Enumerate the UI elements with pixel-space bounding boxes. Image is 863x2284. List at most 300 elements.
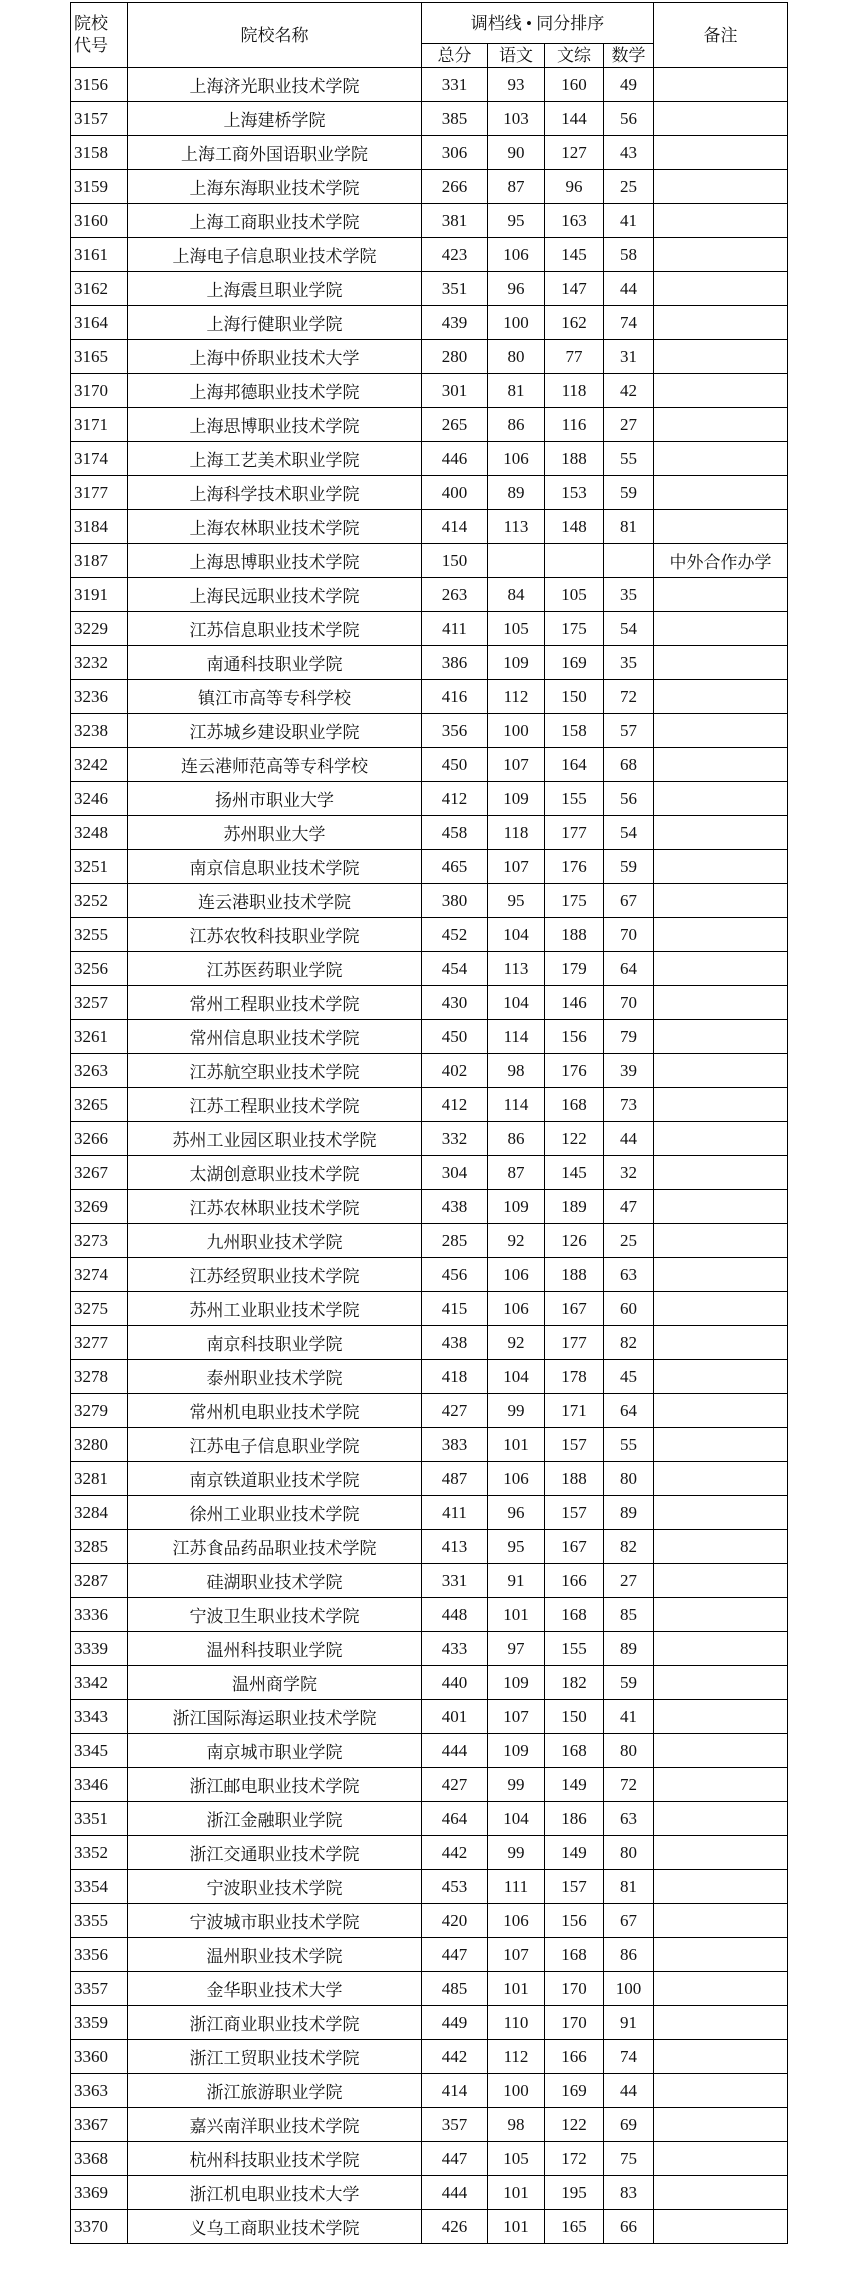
table-row: [71, 1632, 788, 1666]
chinese-score-cell: 104: [488, 986, 545, 1020]
school-name-cell: 嘉兴南洋职业技术学院: [128, 2108, 422, 2142]
total-score-cell: 414: [422, 510, 488, 544]
chinese-score-cell: 103: [488, 102, 545, 136]
chinese-score-cell: 80: [488, 340, 545, 374]
math-score-cell: 72: [604, 680, 654, 714]
math-score-cell: 56: [604, 102, 654, 136]
table-row: [71, 578, 788, 612]
remark-cell: [654, 2176, 788, 2210]
table-row: [71, 2108, 788, 2142]
math-score-cell: 54: [604, 816, 654, 850]
table-row: [71, 1870, 788, 1904]
table-row: [71, 1972, 788, 2006]
math-score-cell: 32: [604, 1156, 654, 1190]
remark-cell: [654, 1292, 788, 1326]
chinese-score-cell: 109: [488, 1734, 545, 1768]
remark-cell: [654, 204, 788, 238]
liberal-arts-score-cell: 96: [545, 170, 604, 204]
header-total: 总分: [422, 44, 488, 68]
chinese-score-cell: [488, 544, 545, 578]
school-code-cell: 3265: [71, 1088, 128, 1122]
total-score-cell: 413: [422, 1530, 488, 1564]
table-row: [71, 2040, 788, 2074]
table-row: [71, 1904, 788, 1938]
school-name-cell: 上海科学技术职业学院: [128, 476, 422, 510]
chinese-score-cell: 89: [488, 476, 545, 510]
remark-cell: [654, 1904, 788, 1938]
liberal-arts-score-cell: 195: [545, 2176, 604, 2210]
school-name-cell: 上海东海职业技术学院: [128, 170, 422, 204]
total-score-cell: 438: [422, 1190, 488, 1224]
total-score-cell: 440: [422, 1666, 488, 1700]
chinese-score-cell: 105: [488, 2142, 545, 2176]
math-score-cell: 70: [604, 918, 654, 952]
school-name-cell: 常州工程职业技术学院: [128, 986, 422, 1020]
liberal-arts-score-cell: 157: [545, 1496, 604, 1530]
header-liberal-arts: 文综: [545, 44, 604, 68]
total-score-cell: 427: [422, 1394, 488, 1428]
total-score-cell: 414: [422, 2074, 488, 2108]
chinese-score-cell: 96: [488, 1496, 545, 1530]
total-score-cell: 447: [422, 2142, 488, 2176]
liberal-arts-score-cell: 156: [545, 1020, 604, 1054]
remark-cell: [654, 408, 788, 442]
school-name-cell: 硅湖职业技术学院: [128, 1564, 422, 1598]
total-score-cell: 423: [422, 238, 488, 272]
table-row: [71, 2074, 788, 2108]
school-name-cell: 上海思博职业技术学院: [128, 544, 422, 578]
school-name-cell: 温州科技职业学院: [128, 1632, 422, 1666]
school-name-cell: 常州信息职业技术学院: [128, 1020, 422, 1054]
school-name-cell: 杭州科技职业技术学院: [128, 2142, 422, 2176]
total-score-cell: 266: [422, 170, 488, 204]
table-row: [71, 1802, 788, 1836]
school-code-cell: 3170: [71, 374, 128, 408]
chinese-score-cell: 90: [488, 136, 545, 170]
school-name-cell: 江苏农牧科技职业学院: [128, 918, 422, 952]
remark-cell: [654, 1972, 788, 2006]
remark-cell: [654, 884, 788, 918]
math-score-cell: 49: [604, 68, 654, 102]
school-code-cell: 3156: [71, 68, 128, 102]
school-code-cell: 3246: [71, 782, 128, 816]
remark-cell: [654, 1088, 788, 1122]
school-code-cell: 3177: [71, 476, 128, 510]
liberal-arts-score-cell: 188: [545, 442, 604, 476]
school-name-cell: 扬州市职业大学: [128, 782, 422, 816]
school-code-cell: 3191: [71, 578, 128, 612]
school-name-cell: 金华职业技术大学: [128, 1972, 422, 2006]
chinese-score-cell: 87: [488, 1156, 545, 1190]
liberal-arts-score-cell: 169: [545, 646, 604, 680]
school-code-cell: 3248: [71, 816, 128, 850]
school-name-cell: 上海思博职业技术学院: [128, 408, 422, 442]
school-code-cell: 3356: [71, 1938, 128, 1972]
liberal-arts-score-cell: 177: [545, 1326, 604, 1360]
table-row: [71, 2142, 788, 2176]
total-score-cell: 450: [422, 748, 488, 782]
remark-cell: [654, 1870, 788, 1904]
school-name-cell: 泰州职业技术学院: [128, 1360, 422, 1394]
total-score-cell: 380: [422, 884, 488, 918]
liberal-arts-score-cell: 145: [545, 1156, 604, 1190]
header-school-name: 院校名称: [128, 3, 422, 68]
chinese-score-cell: 118: [488, 816, 545, 850]
table-row: [71, 1768, 788, 1802]
math-score-cell: 80: [604, 1836, 654, 1870]
liberal-arts-score-cell: 172: [545, 2142, 604, 2176]
school-name-cell: 上海中侨职业技术大学: [128, 340, 422, 374]
remark-cell: [654, 442, 788, 476]
math-score-cell: 70: [604, 986, 654, 1020]
remark-cell: [654, 340, 788, 374]
chinese-score-cell: 113: [488, 510, 545, 544]
school-name-cell: 温州商学院: [128, 1666, 422, 1700]
remark-cell: [654, 476, 788, 510]
total-score-cell: 430: [422, 986, 488, 1020]
table-row: [71, 238, 788, 272]
total-score-cell: 263: [422, 578, 488, 612]
table-row: [71, 816, 788, 850]
remark-cell: [654, 850, 788, 884]
math-score-cell: 59: [604, 1666, 654, 1700]
liberal-arts-score-cell: 127: [545, 136, 604, 170]
liberal-arts-score-cell: 118: [545, 374, 604, 408]
table-row: [71, 1496, 788, 1530]
chinese-score-cell: 107: [488, 850, 545, 884]
chinese-score-cell: 92: [488, 1326, 545, 1360]
remark-cell: [654, 2108, 788, 2142]
total-score-cell: 412: [422, 1088, 488, 1122]
total-score-cell: 386: [422, 646, 488, 680]
remark-cell: [654, 986, 788, 1020]
math-score-cell: [604, 544, 654, 578]
school-name-cell: 南京信息职业技术学院: [128, 850, 422, 884]
remark-cell: [654, 1462, 788, 1496]
chinese-score-cell: 96: [488, 272, 545, 306]
remark-cell: [654, 1700, 788, 1734]
math-score-cell: 72: [604, 1768, 654, 1802]
chinese-score-cell: 87: [488, 170, 545, 204]
liberal-arts-score-cell: 155: [545, 1632, 604, 1666]
chinese-score-cell: 105: [488, 612, 545, 646]
total-score-cell: 450: [422, 1020, 488, 1054]
school-name-cell: 浙江机电职业技术大学: [128, 2176, 422, 2210]
school-name-cell: 徐州工业职业技术学院: [128, 1496, 422, 1530]
liberal-arts-score-cell: 147: [545, 272, 604, 306]
liberal-arts-score-cell: 163: [545, 204, 604, 238]
total-score-cell: 301: [422, 374, 488, 408]
school-code-cell: 3261: [71, 1020, 128, 1054]
liberal-arts-score-cell: [545, 544, 604, 578]
table-row: [71, 476, 788, 510]
chinese-score-cell: 99: [488, 1394, 545, 1428]
school-name-cell: 南京城市职业学院: [128, 1734, 422, 1768]
remark-cell: [654, 646, 788, 680]
chinese-score-cell: 97: [488, 1632, 545, 1666]
school-code-cell: 3174: [71, 442, 128, 476]
table-row: [71, 612, 788, 646]
chinese-score-cell: 107: [488, 1938, 545, 1972]
liberal-arts-score-cell: 168: [545, 1938, 604, 1972]
school-name-cell: 浙江国际海运职业技术学院: [128, 1700, 422, 1734]
table-row: [71, 170, 788, 204]
remark-cell: [654, 2210, 788, 2244]
liberal-arts-score-cell: 186: [545, 1802, 604, 1836]
total-score-cell: 416: [422, 680, 488, 714]
chinese-score-cell: 107: [488, 748, 545, 782]
liberal-arts-score-cell: 144: [545, 102, 604, 136]
school-code-cell: 3346: [71, 1768, 128, 1802]
remark-cell: [654, 2040, 788, 2074]
liberal-arts-score-cell: 156: [545, 1904, 604, 1938]
liberal-arts-score-cell: 167: [545, 1292, 604, 1326]
table-row: [71, 204, 788, 238]
table-row: [71, 136, 788, 170]
total-score-cell: 464: [422, 1802, 488, 1836]
remark-cell: [654, 1224, 788, 1258]
table-row: [71, 442, 788, 476]
table-row: [71, 1292, 788, 1326]
school-code-cell: 3354: [71, 1870, 128, 1904]
liberal-arts-score-cell: 175: [545, 884, 604, 918]
school-code-cell: 3273: [71, 1224, 128, 1258]
school-code-cell: 3277: [71, 1326, 128, 1360]
school-name-cell: 江苏农林职业技术学院: [128, 1190, 422, 1224]
school-code-cell: 3164: [71, 306, 128, 340]
table-row: [71, 306, 788, 340]
school-code-cell: 3184: [71, 510, 128, 544]
math-score-cell: 54: [604, 612, 654, 646]
school-name-cell: 温州职业技术学院: [128, 1938, 422, 1972]
school-name-cell: 义乌工商职业技术学院: [128, 2210, 422, 2244]
math-score-cell: 81: [604, 1870, 654, 1904]
liberal-arts-score-cell: 177: [545, 816, 604, 850]
school-code-cell: 3157: [71, 102, 128, 136]
liberal-arts-score-cell: 170: [545, 2006, 604, 2040]
total-score-cell: 439: [422, 306, 488, 340]
math-score-cell: 79: [604, 1020, 654, 1054]
total-score-cell: 444: [422, 1734, 488, 1768]
math-score-cell: 66: [604, 2210, 654, 2244]
math-score-cell: 64: [604, 952, 654, 986]
liberal-arts-score-cell: 182: [545, 1666, 604, 1700]
liberal-arts-score-cell: 189: [545, 1190, 604, 1224]
remark-cell: [654, 918, 788, 952]
remark-cell: [654, 1428, 788, 1462]
liberal-arts-score-cell: 122: [545, 1122, 604, 1156]
school-name-cell: 上海农林职业技术学院: [128, 510, 422, 544]
table-row: [71, 1394, 788, 1428]
chinese-score-cell: 104: [488, 918, 545, 952]
math-score-cell: 86: [604, 1938, 654, 1972]
school-name-cell: 浙江商业职业技术学院: [128, 2006, 422, 2040]
math-score-cell: 100: [604, 1972, 654, 2006]
school-code-cell: 3279: [71, 1394, 128, 1428]
school-name-cell: 上海民远职业技术学院: [128, 578, 422, 612]
school-name-cell: 上海震旦职业学院: [128, 272, 422, 306]
total-score-cell: 452: [422, 918, 488, 952]
total-score-cell: 401: [422, 1700, 488, 1734]
total-score-cell: 412: [422, 782, 488, 816]
table-row: [71, 1190, 788, 1224]
remark-cell: [654, 782, 788, 816]
school-name-cell: 浙江交通职业技术学院: [128, 1836, 422, 1870]
school-code-cell: 3284: [71, 1496, 128, 1530]
admission-score-table: [70, 2, 788, 2244]
math-score-cell: 59: [604, 476, 654, 510]
total-score-cell: 285: [422, 1224, 488, 1258]
school-name-cell: 上海邦德职业技术学院: [128, 374, 422, 408]
school-name-cell: 上海电子信息职业技术学院: [128, 238, 422, 272]
remark-cell: [654, 1632, 788, 1666]
remark-cell: [654, 1190, 788, 1224]
table-row: [71, 510, 788, 544]
school-name-cell: 常州机电职业技术学院: [128, 1394, 422, 1428]
liberal-arts-score-cell: 179: [545, 952, 604, 986]
chinese-score-cell: 99: [488, 1836, 545, 1870]
math-score-cell: 60: [604, 1292, 654, 1326]
liberal-arts-score-cell: 105: [545, 578, 604, 612]
school-code-cell: 3255: [71, 918, 128, 952]
table-row: [71, 1088, 788, 1122]
table-row: [71, 2006, 788, 2040]
math-score-cell: 73: [604, 1088, 654, 1122]
chinese-score-cell: 93: [488, 68, 545, 102]
remark-cell: [654, 238, 788, 272]
liberal-arts-score-cell: 176: [545, 850, 604, 884]
math-score-cell: 39: [604, 1054, 654, 1088]
table-row: [71, 782, 788, 816]
chinese-score-cell: 84: [488, 578, 545, 612]
school-name-cell: 南通科技职业学院: [128, 646, 422, 680]
math-score-cell: 41: [604, 1700, 654, 1734]
remark-cell: [654, 1768, 788, 1802]
table-row: [71, 1598, 788, 1632]
total-score-cell: 385: [422, 102, 488, 136]
school-code-cell: 3275: [71, 1292, 128, 1326]
liberal-arts-score-cell: 164: [545, 748, 604, 782]
liberal-arts-score-cell: 169: [545, 2074, 604, 2108]
remark-cell: [654, 102, 788, 136]
liberal-arts-score-cell: 166: [545, 1564, 604, 1598]
liberal-arts-score-cell: 162: [545, 306, 604, 340]
liberal-arts-score-cell: 170: [545, 1972, 604, 2006]
math-score-cell: 83: [604, 2176, 654, 2210]
school-code-cell: 3357: [71, 1972, 128, 2006]
remark-cell: [654, 1156, 788, 1190]
chinese-score-cell: 106: [488, 1462, 545, 1496]
chinese-score-cell: 114: [488, 1020, 545, 1054]
remark-cell: [654, 170, 788, 204]
liberal-arts-score-cell: 167: [545, 1530, 604, 1564]
remark-cell: [654, 1802, 788, 1836]
liberal-arts-score-cell: 188: [545, 1462, 604, 1496]
header-code-label: 院校代号: [74, 14, 108, 55]
table-row: [71, 1836, 788, 1870]
school-name-cell: 苏州工业职业技术学院: [128, 1292, 422, 1326]
chinese-score-cell: 111: [488, 1870, 545, 1904]
remark-cell: [654, 306, 788, 340]
table-row: [71, 1156, 788, 1190]
header-math: 数学: [604, 44, 654, 68]
table-row: [71, 374, 788, 408]
chinese-score-cell: 114: [488, 1088, 545, 1122]
school-code-cell: 3370: [71, 2210, 128, 2244]
remark-cell: [654, 952, 788, 986]
chinese-score-cell: 106: [488, 442, 545, 476]
remark-cell: [654, 272, 788, 306]
school-code-cell: 3267: [71, 1156, 128, 1190]
table-row: [71, 1462, 788, 1496]
school-name-cell: 上海工艺美术职业学院: [128, 442, 422, 476]
math-score-cell: 81: [604, 510, 654, 544]
school-code-cell: 3266: [71, 1122, 128, 1156]
chinese-score-cell: 100: [488, 714, 545, 748]
chinese-score-cell: 109: [488, 646, 545, 680]
school-code-cell: 3343: [71, 1700, 128, 1734]
school-name-cell: 上海建桥学院: [128, 102, 422, 136]
table-row: [71, 2210, 788, 2244]
remark-cell: [654, 1938, 788, 1972]
total-score-cell: 446: [422, 442, 488, 476]
school-name-cell: 太湖创意职业技术学院: [128, 1156, 422, 1190]
school-name-cell: 宁波职业技术学院: [128, 1870, 422, 1904]
liberal-arts-score-cell: 176: [545, 1054, 604, 1088]
math-score-cell: 63: [604, 1258, 654, 1292]
table-row: [71, 1258, 788, 1292]
school-code-cell: 3232: [71, 646, 128, 680]
chinese-score-cell: 95: [488, 204, 545, 238]
math-score-cell: 59: [604, 850, 654, 884]
remark-cell: [654, 1598, 788, 1632]
liberal-arts-score-cell: 168: [545, 1734, 604, 1768]
table-row: [71, 1666, 788, 1700]
liberal-arts-score-cell: 168: [545, 1598, 604, 1632]
school-code-cell: 3238: [71, 714, 128, 748]
school-code-cell: 3367: [71, 2108, 128, 2142]
liberal-arts-score-cell: 188: [545, 1258, 604, 1292]
school-name-cell: 宁波城市职业技术学院: [128, 1904, 422, 1938]
total-score-cell: 458: [422, 816, 488, 850]
school-code-cell: 3363: [71, 2074, 128, 2108]
chinese-score-cell: 104: [488, 1802, 545, 1836]
math-score-cell: 55: [604, 442, 654, 476]
liberal-arts-score-cell: 150: [545, 1700, 604, 1734]
liberal-arts-score-cell: 116: [545, 408, 604, 442]
remark-cell: [654, 1530, 788, 1564]
chinese-score-cell: 101: [488, 2210, 545, 2244]
math-score-cell: 57: [604, 714, 654, 748]
chinese-score-cell: 101: [488, 1428, 545, 1462]
liberal-arts-score-cell: 149: [545, 1836, 604, 1870]
table-row: [71, 1428, 788, 1462]
table-row: [71, 68, 788, 102]
math-score-cell: 56: [604, 782, 654, 816]
table-row: [71, 986, 788, 1020]
remark-cell: [654, 136, 788, 170]
school-code-cell: 3351: [71, 1802, 128, 1836]
chinese-score-cell: 95: [488, 1530, 545, 1564]
math-score-cell: 47: [604, 1190, 654, 1224]
school-code-cell: 3229: [71, 612, 128, 646]
total-score-cell: 433: [422, 1632, 488, 1666]
table-row: [71, 1020, 788, 1054]
school-code-cell: 3161: [71, 238, 128, 272]
total-score-cell: 280: [422, 340, 488, 374]
school-name-cell: 江苏电子信息职业学院: [128, 1428, 422, 1462]
school-code-cell: 3355: [71, 1904, 128, 1938]
